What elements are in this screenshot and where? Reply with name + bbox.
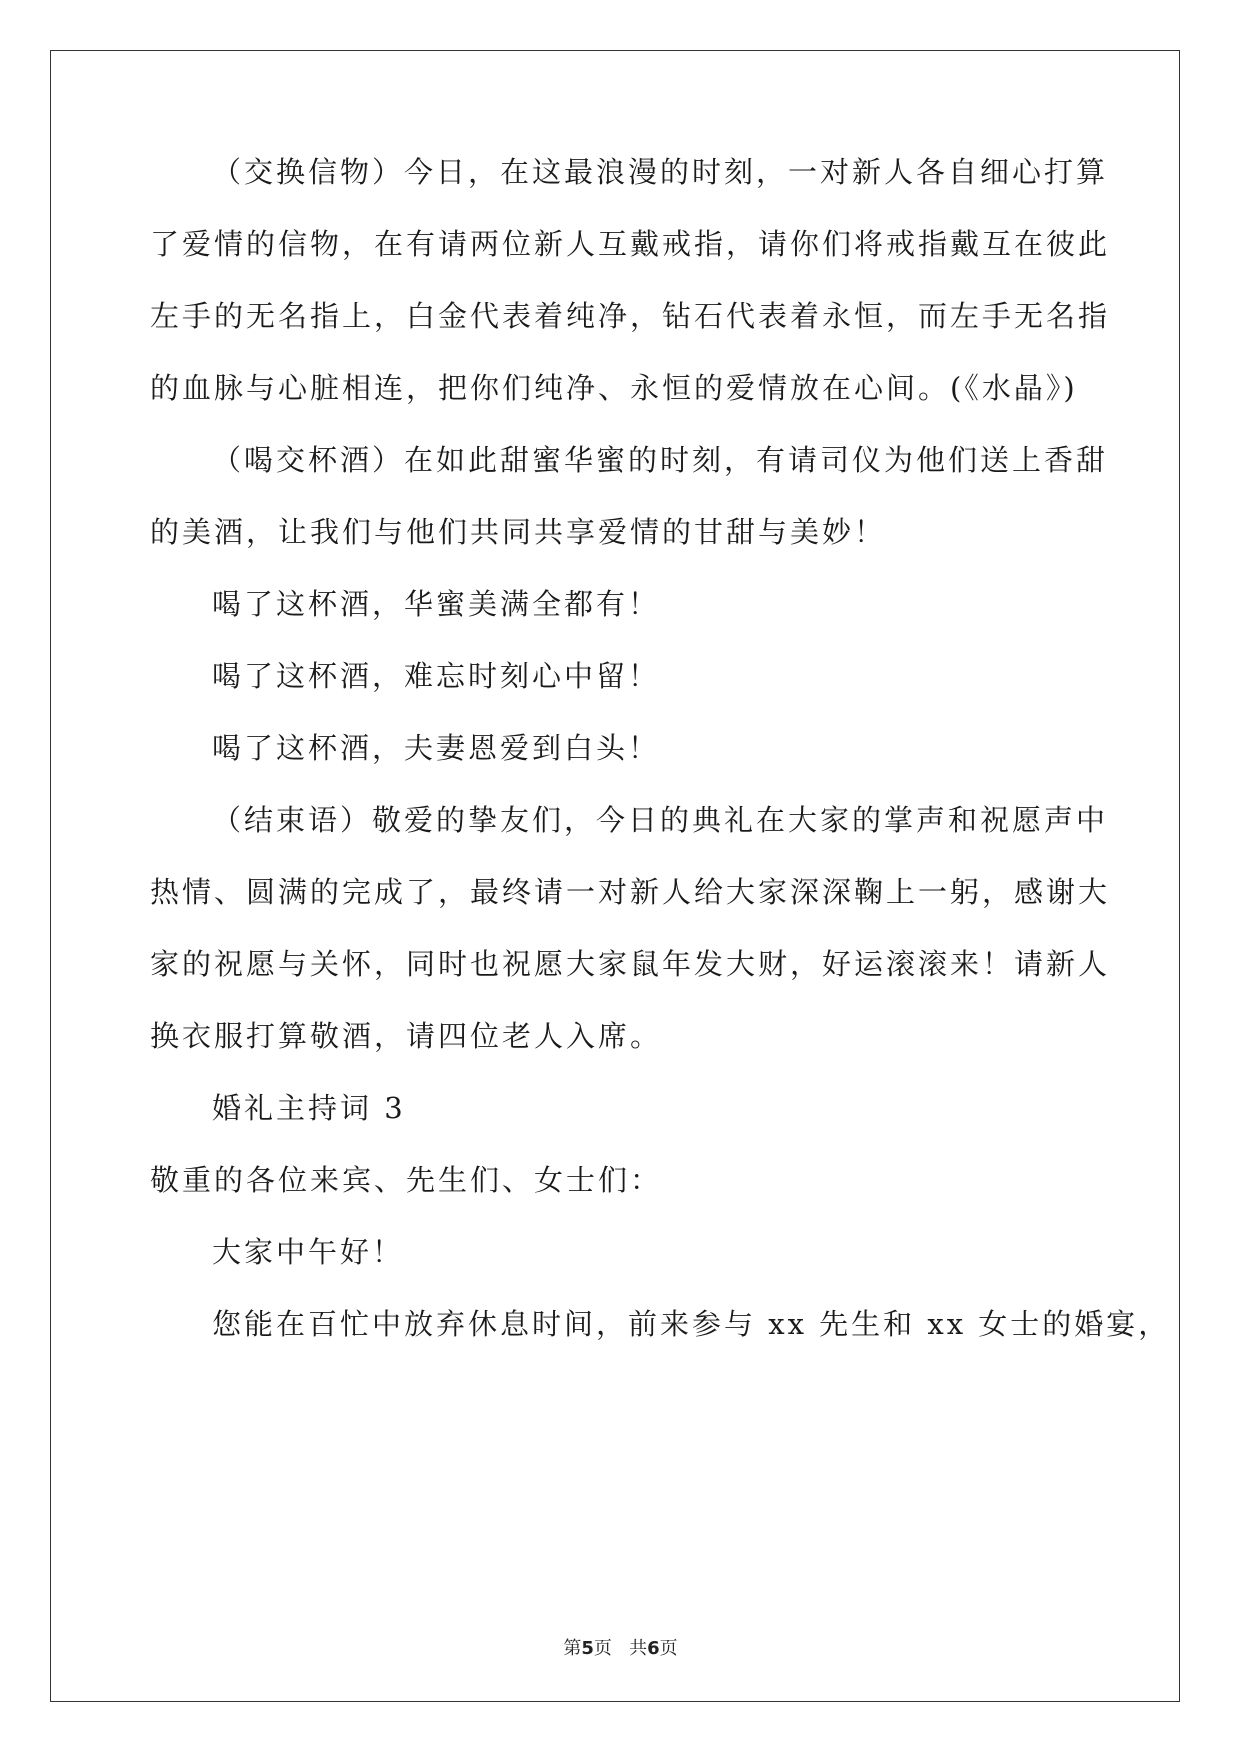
page-footer — [0, 1634, 1241, 1660]
paragraph-line: （喝交杯酒）在如此甜蜜华蜜的时刻，有请司仪为他们送上香甜 — [212, 443, 1109, 477]
paragraph-line: 家的祝愿与关怀，同时也祝愿大家鼠年发大财，好运滚滚来！请新人 — [150, 947, 1111, 981]
current-page-number: 5 — [581, 1638, 594, 1659]
paragraph-line: 的美酒，让我们与他们共同共享爱情的甘甜与美妙！ — [150, 515, 887, 549]
paragraph-line: 热情、圆满的完成了，最终请一对新人给大家深深鞠上一躬，感谢大 — [150, 875, 1111, 909]
paragraph-line: 换衣服打算敬酒，请四位老人入席。 — [150, 1019, 663, 1053]
section-heading: 婚礼主持词 3 — [212, 1091, 406, 1125]
paragraph-line: （交换信物）今日，在这最浪漫的时刻，一对新人各自细心打算 — [212, 155, 1109, 189]
paragraph-line: 您能在百忙中放弃休息时间，前来参与 xx 先生和 xx 女士的婚宴， — [212, 1307, 1171, 1341]
footer-page-suffix: 页 — [593, 1638, 612, 1659]
footer-total-suffix: 页 — [659, 1638, 678, 1659]
paragraph-line: （结束语）敬爱的挚友们，今日的典礼在大家的掌声和祝愿声中 — [212, 803, 1109, 837]
paragraph-line: 喝了这杯酒，夫妻恩爱到白头！ — [212, 731, 661, 765]
salutation-line: 敬重的各位来宾、先生们、女士们： — [150, 1163, 663, 1197]
paragraph-line: 的血脉与心脏相连，把你们纯净、永恒的爱情放在心间。(《水晶》) — [150, 371, 1078, 405]
footer-total-prefix: 共 — [629, 1638, 648, 1659]
total-page-number: 6 — [647, 1638, 660, 1659]
paragraph-line: 喝了这杯酒，华蜜美满全都有！ — [212, 587, 661, 621]
paragraph-line: 喝了这杯酒，难忘时刻心中留！ — [212, 659, 661, 693]
greeting-line: 大家中午好！ — [212, 1235, 405, 1269]
footer-prefix: 第 — [563, 1638, 582, 1659]
paragraph-line: 了爱情的信物，在有请两位新人互戴戒指，请你们将戒指戴互在彼此 — [150, 227, 1111, 261]
paragraph-line: 左手的无名指上，白金代表着纯净，钻石代表着永恒，而左手无名指 — [150, 299, 1111, 333]
